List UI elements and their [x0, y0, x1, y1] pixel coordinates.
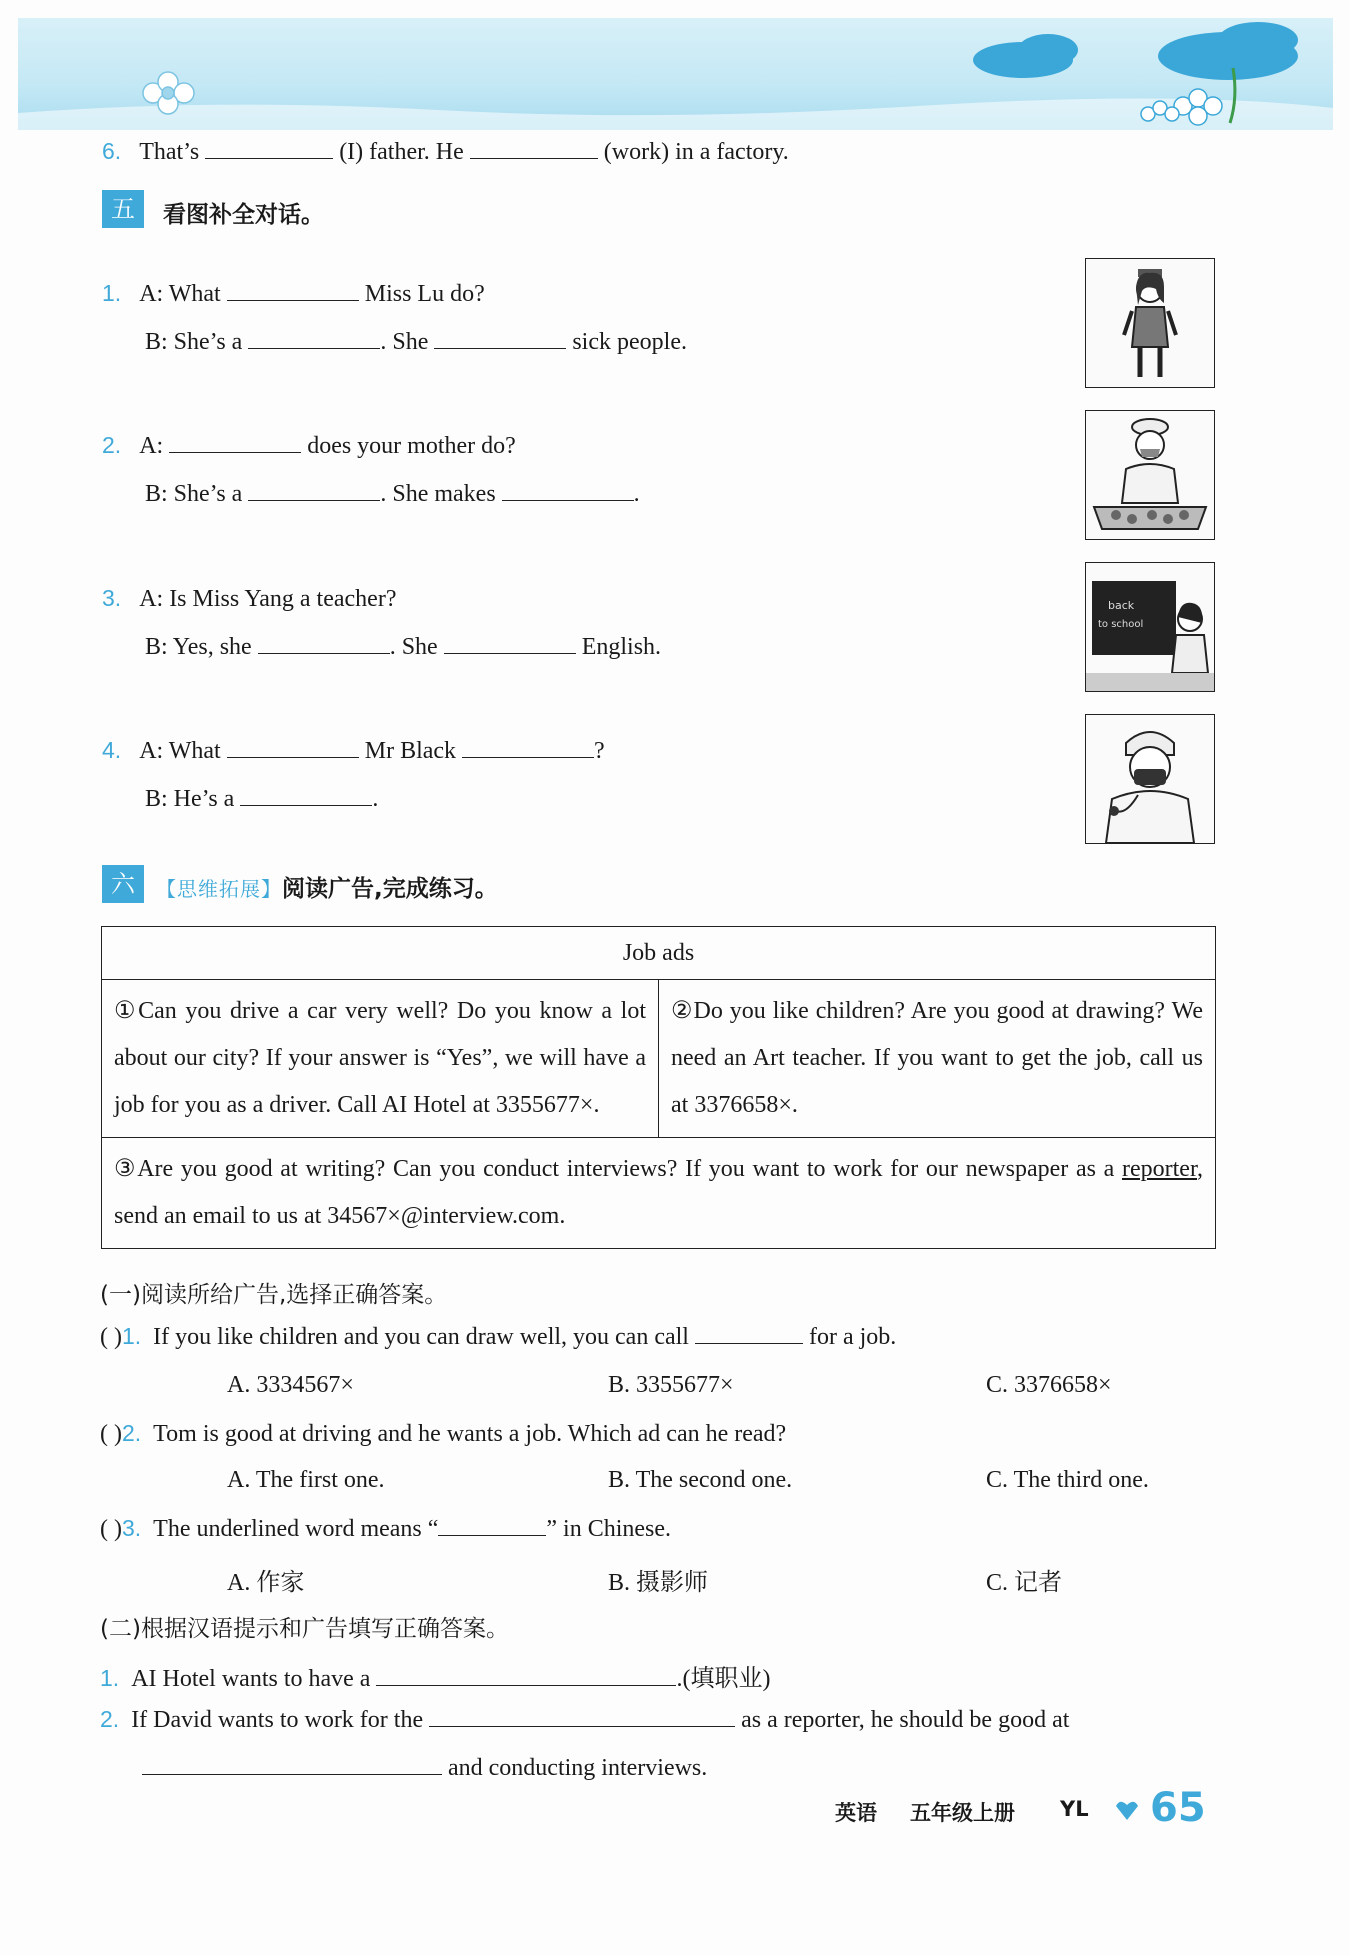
mc-q1-option-b[interactable]: B. 3355677×: [608, 1372, 734, 1398]
question-number: 2.: [102, 432, 122, 458]
question-text: AI Hotel wants to have a: [131, 1666, 371, 1692]
mc-q1-option-a[interactable]: A. 3334567×: [227, 1372, 354, 1398]
dialog-1-line-b: [145, 328, 687, 356]
dialog-text: ?: [594, 738, 605, 764]
q6-text-pre: That’s: [139, 139, 200, 165]
dialog-1-line-a: [102, 280, 485, 308]
footer-edition: YL: [1060, 1797, 1089, 1821]
answer-blank[interactable]: [438, 1515, 546, 1536]
answer-blank[interactable]: [169, 432, 301, 453]
answer-blank[interactable]: [695, 1323, 803, 1344]
teacher-illustration: [1085, 562, 1215, 692]
baker-illustration: [1085, 410, 1215, 540]
dialog-text: English.: [581, 634, 662, 660]
dialog-text: A: Is Miss Yang a teacher?: [139, 586, 397, 612]
question-number: 4.: [102, 737, 122, 763]
dialog-3-line-b: [145, 633, 661, 661]
underlined-word: reporter: [1122, 1156, 1197, 1182]
question-text: Tom is good at driving and he wants a job. Which ad can he read?: [153, 1421, 787, 1447]
answer-paren[interactable]: ( ): [100, 1421, 122, 1447]
nurse-illustration: [1085, 258, 1215, 388]
question-text: .(填职业): [676, 1666, 771, 1692]
dialog-text: .: [633, 481, 640, 507]
dialog-3-line-a: [102, 585, 396, 613]
fill-question-2: [100, 1706, 1069, 1734]
mc-q2-option-c[interactable]: C. The third one.: [986, 1467, 1149, 1493]
question-number: 3.: [121, 1515, 142, 1541]
answer-blank[interactable]: [227, 280, 359, 301]
answer-blank[interactable]: [429, 1706, 735, 1727]
answer-blank[interactable]: [240, 785, 372, 806]
page-number: 65: [1150, 1785, 1206, 1831]
dialog-text: B: She’s a: [145, 481, 243, 507]
dialog-text: Mr Black: [364, 738, 457, 764]
dialog-text: B: Yes, she: [145, 634, 252, 660]
answer-blank[interactable]: [470, 138, 598, 159]
banner-decoration-graphic: [18, 18, 1333, 130]
question-6: [102, 138, 789, 166]
ad-3: [102, 1138, 1216, 1249]
question-number: 3.: [102, 585, 122, 611]
doctor-illustration: [1085, 714, 1215, 844]
footer-subject: 英语: [835, 1801, 877, 1825]
answer-blank[interactable]: [502, 480, 634, 501]
dialog-text: .: [372, 786, 379, 812]
mc-question-2: [100, 1420, 786, 1448]
answer-blank[interactable]: [142, 1754, 442, 1775]
mc-q3-option-b[interactable]: B. 摄影师: [608, 1570, 709, 1596]
mc-q2-option-b[interactable]: B. The second one.: [608, 1467, 793, 1493]
thinking-tag: 【思维拓展】: [156, 877, 282, 901]
ad-3-text: , send an email to us at 34567×@interview.com.: [114, 1156, 1203, 1229]
ad-1: ①Can you drive a car very well? Do you know a lot about our city? If your answer is “Yes”, we will have a job for you as a driver. Call AI Hotel at 3355677×.: [102, 980, 659, 1138]
answer-paren[interactable]: ( ): [100, 1324, 122, 1350]
dialog-4-line-a: [102, 737, 605, 765]
answer-blank[interactable]: [258, 633, 390, 654]
footer-grade: 五年级上册: [910, 1801, 1015, 1825]
mc-q3-option-c[interactable]: C. 记者: [986, 1570, 1063, 1596]
fill-question-2-cont: [142, 1754, 707, 1782]
question-text: If you like children and you can draw well, you can call: [153, 1324, 689, 1350]
fill-question-1: [100, 1658, 770, 1693]
answer-paren[interactable]: ( ): [100, 1516, 122, 1542]
part-2-title: (二)根据汉语提示和广告填写正确答案。: [100, 1616, 509, 1642]
question-text: The underlined word means “: [153, 1516, 439, 1542]
answer-blank[interactable]: [205, 138, 333, 159]
header-banner: [18, 18, 1333, 130]
question-number: 1.: [102, 280, 122, 306]
dialog-2-line-a: [102, 432, 516, 460]
question-text: ” in Chinese.: [546, 1516, 672, 1542]
answer-blank[interactable]: [227, 737, 359, 758]
dialog-text: . She makes: [380, 481, 496, 507]
part-1-title: (一)阅读所给广告,选择正确答案。: [100, 1282, 448, 1308]
answer-blank[interactable]: [434, 328, 566, 349]
q6-text-mid: (I) father. He: [339, 139, 464, 165]
blackboard-text-1: back: [1108, 599, 1135, 612]
dialog-text: A: What: [139, 281, 221, 307]
ad-2: ②Do you like children? Are you good at drawing? We need an Art teacher. If you want to get the job, call us at 3376658×.: [659, 980, 1216, 1138]
mc-q2-option-a[interactable]: A. The first one.: [227, 1467, 385, 1493]
dialog-text: . She: [380, 329, 429, 355]
section-title: [156, 870, 498, 903]
section-badge: 五: [102, 190, 144, 228]
dialog-text: B: He’s a: [145, 786, 235, 812]
ads-header: Job ads: [102, 927, 1216, 980]
dialog-text: A:: [139, 433, 164, 459]
dialog-4-line-b: [145, 785, 378, 813]
dialog-text: . She: [389, 634, 438, 660]
question-number: 6.: [102, 138, 122, 164]
mc-question-3: [100, 1515, 671, 1543]
answer-blank[interactable]: [248, 328, 380, 349]
dialog-text: B: She’s a: [145, 329, 243, 355]
mc-q3-option-a[interactable]: A. 作家: [227, 1570, 305, 1596]
q6-text-post: (work) in a factory.: [603, 139, 789, 165]
section-badge: 六: [102, 865, 144, 903]
dialog-text: sick people.: [572, 329, 687, 355]
question-text: and conducting interviews.: [448, 1755, 708, 1781]
heart-icon: [1114, 1798, 1140, 1827]
dialog-text: A: What: [139, 738, 221, 764]
section-title: 看图补全对话。: [163, 202, 324, 228]
answer-blank[interactable]: [248, 480, 380, 501]
blackboard-text-2: to school: [1098, 619, 1144, 630]
answer-blank[interactable]: [462, 737, 594, 758]
question-number: 1.: [121, 1323, 142, 1349]
job-ads-table: [101, 926, 1216, 1249]
answer-blank[interactable]: [376, 1665, 676, 1686]
mc-question-1: [100, 1323, 896, 1351]
question-number: 1.: [100, 1665, 120, 1691]
dialog-2-line-b: [145, 480, 640, 508]
ad-3-text: ③Are you good at writing? Can you conduct interviews? If you want to work for our newspaper as a: [114, 1156, 1122, 1182]
question-text: If David wants to work for the: [131, 1707, 424, 1733]
dialog-text: does your mother do?: [307, 433, 516, 459]
question-number: 2.: [100, 1706, 120, 1732]
mc-q1-option-c[interactable]: C. 3376658×: [986, 1372, 1112, 1398]
answer-blank[interactable]: [444, 633, 576, 654]
question-text: as a reporter, he should be good at: [741, 1707, 1070, 1733]
question-text: for a job.: [808, 1324, 897, 1350]
question-number: 2.: [121, 1420, 142, 1446]
section-title-text: 阅读广告,完成练习。: [282, 876, 498, 902]
dialog-text: Miss Lu do?: [364, 281, 485, 307]
